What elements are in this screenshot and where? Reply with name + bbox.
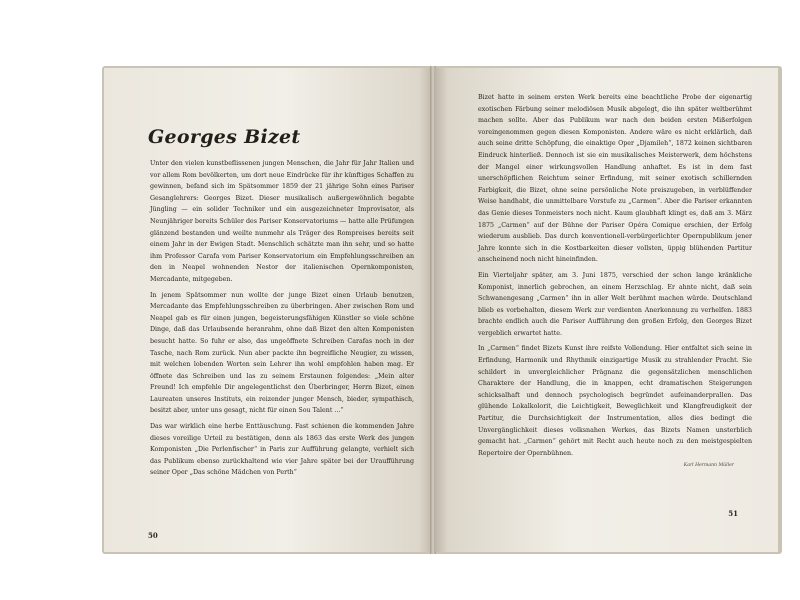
- left-page: [104, 68, 432, 552]
- right-paragraph-1: Bizet hatte in seinem ersten Werk bereits eine beachtliche Probe der eigenartig exotischen Färbung seiner melodiösen Musik abgelegt, die ihn später weltberühmt machen sollte. Aber das Publikum war nach den beiden ersten Mißerfolgen voreingenommen gegen diesen Komponisten. Andere wäre es nicht erklärlich, daß auch seine dritte Schöpfung, die einaktige Oper „Djamileh“, 1872 keinen sichtbaren Eindruck hinterließ. Dennoch ist sie ein musikalisches Meisterwerk, dem höchstens der Mangel einer wirkungsvollen Handlung anhaftet. Es ist in dem fast unerschöpflichen Reichtum seiner Erfindung, mit seiner exotisch schillernden Farbigkeit, die Bizet, ohne seine persönliche Note preiszugeben, in verblüffender Weise handhabt, die unmittelbare Vorstufe zu „Carmen“. Aber die Pariser erkannten das Genie dieses Tonmeisters noch nicht. Kaum glaubhaft klingt es, daß am 3. März 1875 „Carmen“ auf der Bühne der Pariser Opéra Comique erschien, der Erfolg wiederum ausblieb. Das durch konventionell-verbürgerlichter Opernpublikum jener Jahre konnte sich in die Kostbarkeiten dieser vollsten, üppig blühenden Partitur anscheinend noch nicht hineinfinden.: [478, 94, 752, 264]
- right-paragraph-3: In „Carmen“ findet Bizets Kunst ihre reifste Vollendung. Hier entfaltet sich seine in Erfindung, Harmonik und Rhythmik einzigartige Musik zu strahlender Pracht. Sie schildert in unvergleichlicher Prägnanz die gegensätzlichen menschlichen Charaktere der Handlung, die in knappen, echt dramatischen Steigerungen schicksalhaft und dennoch psychologisch begründet aufeinanderprallen. Das glühende Lokalkolorit, die Leichtigkeit, Beweglichkeit und Klangfreudigkeit der Partitur, die Durchsichtigkeit der Instrumentation, alles dies bedingt die Unvergänglichkeit dieses volksnahen Werkes, das Bizets Namen unsterblich gemacht hat. „Carmen“ gehört mit Recht auch heute noch zu den meistgespielten Repertoire der Opernbühnen.: [478, 345, 752, 457]
- article-title: Georges Bizet: [148, 126, 301, 148]
- left-paragraph-2: In jenem Spätsommer nun wollte der junge Bizet einen Urlaub benutzen, Mercadante das Empfehlungsschreiben zu überbringen. Aber zwischen Rom und Neapel gab es für einen jungen, begeisterungsfähigen Künstler so viele schöne Dinge, daß das Urlaubsende heranrahm, ohne daß Bizet den alten Komponisten besucht hatte. So fuhr er also, das ungeöffnete Schreiben Carafas noch in der Tasche, nach Rom zurück. Nun aber packte ihn begreifliche Neugier, zu wissen, mit welchen lobenden Worten sein Lehrer ihn wohl empfohlen haben mag. Er öffnete das Schreiben und las zu seinem Erstaunen folgendes: „Mein alter Freund! Ich empfehle Dir angelegentlichst den Überbringer, Herrn Bizet, einen Laureaten unseres Instituts, ein reizender junger Mensch, bieder, sympathisch, besitzt aber, unter uns gesagt, nicht für einen Sou Talent ...“: [150, 291, 414, 415]
- left-paragraph-1: Unter den vielen kunstbeflissenen jungen Menschen, die Jahr für Jahr Italien und vor allem Rom bevölkerten, um dort neue Eindrücke für ihr künftiges Schaffen zu gewinnen, befand sich im Spätsommer 1859 der 21 jährige Sohn eines Pariser Gesanglehrers: Georges Bizet. Dieser musikalisch außergewöhnlich begabte Jüngling — ein solider Techniker und ein ausgezeichneter Improvisator, als Neunjähriger bereits Schüler des Pariser Konservatoriums — hatte alle Prüfungen glänzend bestanden und weilte nunmehr als Träger des Rompreises bereits seit einem Jahr in der Ewigen Stadt. Menschlich schätzte man ihn sehr, und so hatte ihm Professor Carafa vom Pariser Konservatorium ein Empfehlungsschreiben an den in Neapel wohnenden Nestor der italienischen Opernkomponisten, Mercadante, mitgegeben.: [150, 160, 414, 283]
- right-page-number: 51: [728, 509, 738, 518]
- left-paragraph-3: Das war wirklich eine herbe Enttäuschung. Fast schienen die kommenden Jahre dieses voreilige Urteil zu bestätigen, denn als 1863 das erste Werk des jungen Komponisten „Die Perlenfischer“ in Paris zur Aufführung gelangte, verhielt sich das Publikum ebenso zurückhaltend wie vier Jahre später bei der Uraufführung seiner Oper „Das schöne Mädchen von Perth“: [150, 423, 414, 477]
- author-signature: Karl Hermann Müller: [683, 463, 734, 469]
- right-page: [434, 68, 778, 552]
- right-paragraph-2: Ein Vierteljahr später, am 3. Juni 1875, verschied der schon lange kränkliche Komponist, innerlich gebrochen, an einem Herzschlag. Er ahnte nicht, daß sein Schwanengesang „Carmen“ ihn in aller Welt berühmt machen würde. Deutschland blieb es vorbehalten, diesem Werk zur verdienten Anerkennung zu verhelfen. 1883 brachte endlich auch die Pariser Aufführung den großen Erfolg, den Georges Bizet vergeblich erwartet hatte.: [478, 271, 752, 337]
- left-page-number: 50: [148, 531, 158, 540]
